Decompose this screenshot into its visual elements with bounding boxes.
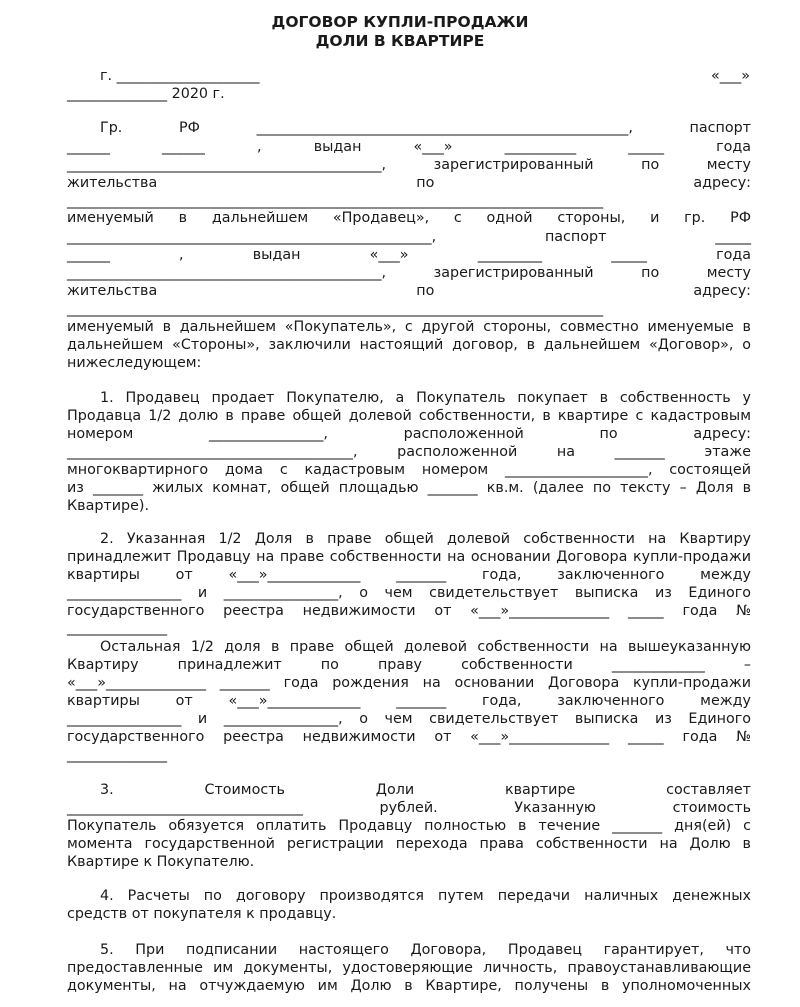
clause-1-line-2: Продавца 1/2 долю в праве общей долевой собственности, в квартире с кадастровым [67,408,751,424]
buyer-line-3: ____________________________________________, зарегистрированный по месту [67,265,751,281]
buyer-line-5: ___________________________________________________________________________ [67,301,604,317]
seller-line-1: Гр. РФ ____________________________________________________, паспорт [100,120,751,136]
clause-2-line-2: принадлежит Продавцу на праве собственности на основании Договора купли-продажи [67,549,751,565]
clause-2b-line-6: государственного реестра недвижимости от «___»______________ _____ года № [67,729,751,745]
clause-2b-line-5: ________________ и ________________, о чем свидетельствует выписка из Единого [67,711,751,727]
clause-5-line-1: 5. При подписании настоящего Договора, Продавец гарантирует, что [100,942,751,958]
clause-1-line-7: Квартире). [67,498,150,514]
clause-1-line-5: многоквартирного дома с кадастровым номером ____________________, состоящей [67,462,751,478]
clause-5-line-3: документы, на отчуждаемую им Долю в Квартире, получены в уполномоченных [67,978,751,994]
seller-line-3: ____________________________________________, зарегистрированный по месту [67,157,751,173]
clause-2-line-3: квартиры от «___»_____________ _______ года, заключенного между [67,567,751,583]
buyer-line-6: именуемый в дальнейшем «Покупатель», с другой стороны, совместно именуемые в [67,319,751,335]
clause-2b-line-1: Остальная 1/2 доля в праве общей долевой собственности на вышеуказанную [100,639,751,655]
buyer-line-8: нижеследующем: [67,355,202,371]
buyer-line-1: ___________________________________________________, паспорт _____ [67,229,751,245]
clause-2b-line-4: квартиры от «___»_____________ _______ года, заключенного между [67,693,751,709]
clause-1-line-1: 1. Продавец продает Покупателю, а Покупатель покупает в собственность у [100,390,751,406]
header-date-quote: «___» [711,68,750,84]
clause-3-line-1: 3. Стоимость Доли квартире составляет [100,782,751,798]
clause-2-line-6: ______________ [67,620,168,636]
clause-1-line-3: номером ________________, расположенной по адресу: [67,426,751,442]
header-city: г. ____________________ [100,68,260,84]
document-subtitle: ДОЛИ В КВАРТИРЕ [315,32,485,50]
header-year: ______________ 2020 г. [67,86,225,102]
clause-2-line-1: 2. Указанная 1/2 Доля в праве общей долевой собственности на Квартиру [100,531,751,547]
clause-3-line-2: _________________________________ рублей. Указанную стоимость [67,800,751,816]
seller-line-5: ___________________________________________________________________________ [67,193,604,209]
clause-1-line-4: ________________________________________, расположенной на _______ этаже [67,444,751,460]
document-title: ДОГОВОР КУПЛИ-ПРОДАЖИ [271,13,529,31]
buyer-line-2: ______ , выдан «___» _________ _____ года [67,247,751,263]
seller-line-2: ______ ______ , выдан «___» __________ _____ года [67,139,751,155]
clause-2-line-4: ________________ и ________________, о чем свидетельствует выписка из Единого [67,585,751,601]
seller-line-4: жительства по адресу: [67,175,751,191]
clause-3-line-3: Покупатель обязуется оплатить Продавцу полностью в течение _______ дня(ей) с [67,818,751,834]
clause-3-line-5: Квартире к Покупателю. [67,854,255,870]
clause-4-line-1: 4. Расчеты по договору производятся путем передачи наличных денежных [100,888,751,904]
clause-1-line-6: из _______ жилых комнат, общей площадью _______ кв.м. (далее по тексту – Доля в [67,480,751,496]
clause-2b-line-2: Квартиру принадлежит по праву собственности _____________ – [67,657,751,673]
clause-4-line-2: средств от покупателя к продавцу. [67,906,337,922]
clause-2b-line-7: ______________ [67,747,168,763]
seller-line-6: именуемый в дальнейшем «Продавец», с одной стороны, и гр. РФ [67,210,751,226]
buyer-line-7: дальнейшем «Стороны», заключили настоящий договор, в дальнейшем «Договор», о [67,337,751,353]
clause-2b-line-3: «___»______________ _______ года рождения на основании Договора купли-продажи [67,675,751,691]
buyer-line-4: жительства по адресу: [67,283,751,299]
clause-5-line-2: предоставленные им документы, удостоверяющие личность, правоустанавливающие [67,960,751,976]
clause-2-line-5: государственного реестра недвижимости от «___»______________ _____ года № [67,603,751,619]
clause-3-line-4: момента государственной регистрации перехода права собственности на Долю в [67,836,751,852]
